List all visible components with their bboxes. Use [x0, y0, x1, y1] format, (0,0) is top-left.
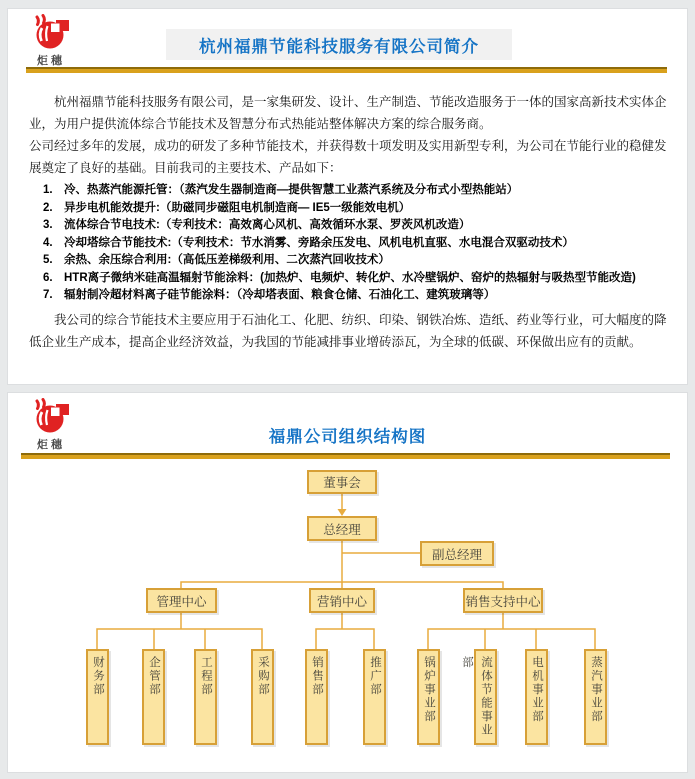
company-logo	[26, 14, 76, 68]
item-number: 2.	[43, 201, 53, 214]
org-node-steam-division: 蒸汽事业部	[584, 649, 607, 745]
org-node-management-center: 管理中心	[146, 588, 217, 613]
org-node-sales-support-center: 销售支持中心	[463, 588, 543, 613]
org-node-motor-division: 电机事业部	[525, 649, 548, 745]
org-node-boiler-division: 锅炉事业部	[417, 649, 440, 745]
tech-product-list	[29, 182, 667, 305]
orgchart-title: 福鼎公司组织结构图	[268, 428, 427, 446]
item-text: 流体综合节电技术:（专利技术：高效离心风机、高效循环水泵、罗茨风机改造）	[64, 219, 471, 231]
org-node-marketing-center: 营销中心	[309, 588, 375, 613]
org-chart	[8, 393, 689, 774]
org-node-sales-dept: 销售部	[305, 649, 328, 745]
org-node-general-manager: 总经理	[307, 516, 377, 541]
list-item	[29, 235, 667, 253]
org-node-promotion-dept: 推广部	[363, 649, 386, 745]
org-node-engineering-dept: 工程部	[194, 649, 217, 745]
intro-title: 杭州福鼎节能科技服务有限公司简介	[199, 37, 479, 56]
org-node-enterprise-mgmt-dept: 企管部	[142, 649, 165, 745]
item-number: 5.	[43, 254, 53, 266]
intro-paragraph-3: 我公司的综合节能技术主要应用于石油化工、化肥、纺织、印染、钢铁冶炼、造纸、药业等行业，可大幅度的降低企业生产成本，提高企业经济效益，为我国的节能减排事业增砖添瓦，为全球的低碳、环保做出应有的贡献。	[29, 312, 667, 349]
list-item	[29, 217, 667, 235]
org-node-board: 董事会	[307, 470, 377, 494]
item-number: 6.	[43, 271, 53, 284]
logo-wordmark: 炬穗	[37, 439, 65, 451]
intro-paragraph-1: 杭州福鼎节能科技服务有限公司，是一家集研发、设计、生产制造、节能改造服务于一体的国家高新技术实体企业，为用户提供流体综合节能技术及智慧分布式热能站整体解决方案的综合服务商。	[29, 95, 667, 131]
item-text: HTR离子微纳米硅高温辐射节能涂料：(加热炉、电频炉、转化炉、水冷壁锅炉、窑炉的热辐射与吸热型节能改造)	[64, 271, 636, 284]
org-node-finance-dept: 财务部	[86, 649, 109, 745]
logo-wordmark: 炬穗	[37, 55, 65, 67]
item-text: 余热、余压综合利用:（高低压差梯级利用、二次蒸汽回收技术）	[64, 254, 390, 266]
intro-paragraph-2: 公司经过多年的发展，成功的研发了多种节能技术，并获得数十项发明及实用新型专利，为公司在节能行业的稳健发展奠定了良好的基础。目前我司的主要技术、产品如下：	[29, 139, 667, 175]
item-text: 冷、热蒸汽能源托管：（蒸汽发生器制造商—提供智慧工业蒸汽系统及分布式小型热能站）	[64, 184, 519, 196]
list-item	[29, 182, 667, 200]
intro-body	[29, 91, 667, 353]
org-node-fluid-energy-division: 流体节能事业部	[474, 649, 497, 745]
item-text: 辐射制冷超材料离子硅节能涂料：（冷却塔表面、粮食仓储、石油化工、建筑玻璃等）	[64, 289, 496, 301]
list-item	[29, 270, 667, 288]
list-item	[29, 200, 667, 218]
orgchart-page	[7, 392, 688, 773]
item-text: 异步电机能效提升:（助磁同步磁阻电机制造商— IE5一级能效电机）	[64, 201, 411, 214]
list-item	[29, 252, 667, 270]
intro-title-bar	[166, 29, 512, 60]
list-item	[29, 287, 667, 305]
arrow-down-icon	[338, 509, 347, 516]
intro-page	[7, 8, 688, 385]
torch-flame-icon	[30, 14, 72, 50]
item-text: 冷却塔综合节能技术:（专利技术：节水消雾、旁路余压发电、风机电机直驱、水电混合双驱动技术）	[64, 236, 574, 249]
org-node-procurement-dept: 采购部	[251, 649, 274, 745]
item-number: 1.	[43, 184, 53, 196]
item-number: 7.	[43, 289, 53, 301]
gold-divider	[26, 67, 667, 73]
org-node-deputy-general-manager: 副总经理	[420, 541, 494, 566]
item-number: 3.	[43, 219, 53, 231]
item-number: 4.	[43, 236, 53, 249]
